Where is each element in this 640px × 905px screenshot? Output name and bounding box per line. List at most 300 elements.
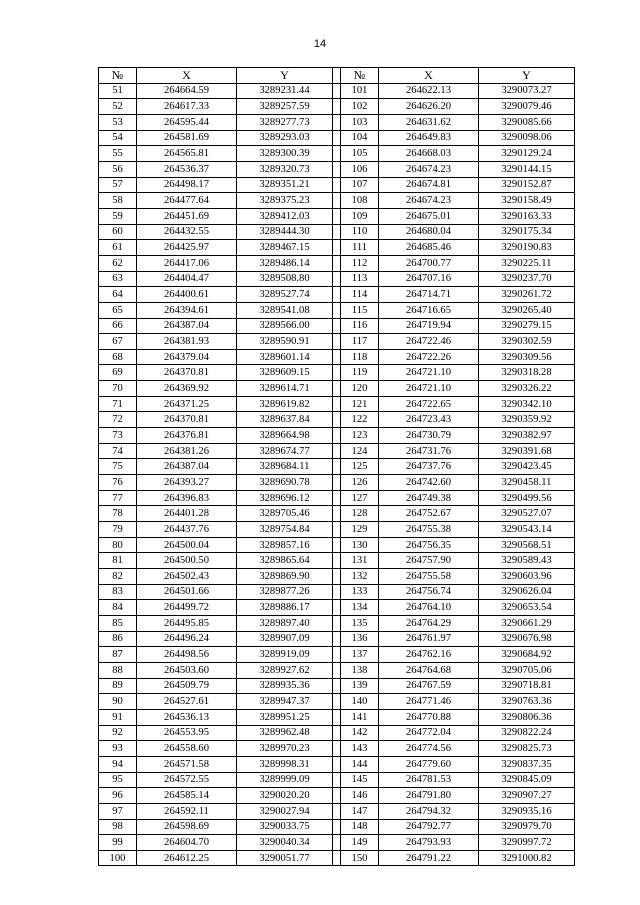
cell-num-left: 81 (99, 553, 137, 569)
table-row (99, 678, 575, 694)
column-gap (333, 694, 341, 710)
column-gap (333, 161, 341, 177)
cell-x-right: 264764.68 (379, 662, 479, 678)
cell-num-left: 57 (99, 177, 137, 193)
cell-y-right: 3290763.36 (479, 694, 575, 710)
cell-num-left: 99 (99, 835, 137, 851)
cell-num-right: 147 (341, 803, 379, 819)
cell-x-left: 264394.61 (137, 302, 237, 318)
cell-x-left: 264376.81 (137, 428, 237, 444)
cell-x-right: 264742.60 (379, 475, 479, 491)
cell-y-left: 3289300.39 (237, 146, 333, 162)
cell-num-right: 111 (341, 240, 379, 256)
table-row (99, 318, 575, 334)
cell-x-left: 264437.76 (137, 522, 237, 538)
cell-y-left: 3289664.98 (237, 428, 333, 444)
cell-y-left: 3289886.17 (237, 600, 333, 616)
column-gap (333, 334, 341, 350)
column-gap (333, 365, 341, 381)
table-row (99, 459, 575, 475)
cell-y-left: 3289637.84 (237, 412, 333, 428)
column-gap (333, 615, 341, 631)
cell-x-right: 264685.46 (379, 240, 479, 256)
cell-y-right: 3290837.35 (479, 756, 575, 772)
header-num-right: № (341, 68, 379, 84)
cell-num-left: 66 (99, 318, 137, 334)
cell-num-left: 51 (99, 83, 137, 99)
cell-x-left: 264404.47 (137, 271, 237, 287)
cell-num-left: 83 (99, 584, 137, 600)
column-gap (333, 428, 341, 444)
table-row (99, 569, 575, 585)
column-gap (333, 318, 341, 334)
cell-y-right: 3290997.72 (479, 835, 575, 851)
cell-x-right: 264756.74 (379, 584, 479, 600)
cell-y-left: 3289566.00 (237, 318, 333, 334)
cell-x-right: 264781.53 (379, 772, 479, 788)
cell-y-left: 3289754.84 (237, 522, 333, 538)
cell-num-right: 104 (341, 130, 379, 146)
cell-num-right: 121 (341, 396, 379, 412)
table-row (99, 349, 575, 365)
cell-y-left: 3289467.15 (237, 240, 333, 256)
table-row (99, 694, 575, 710)
cell-num-right: 108 (341, 193, 379, 209)
cell-num-left: 59 (99, 208, 137, 224)
cell-y-left: 3289444.30 (237, 224, 333, 240)
cell-num-left: 92 (99, 725, 137, 741)
cell-x-right: 264771.46 (379, 694, 479, 710)
cell-y-left: 3289897.40 (237, 615, 333, 631)
column-gap (333, 240, 341, 256)
cell-num-left: 98 (99, 819, 137, 835)
cell-x-left: 264396.83 (137, 490, 237, 506)
column-gap (333, 412, 341, 428)
cell-y-left: 3289609.15 (237, 365, 333, 381)
cell-y-left: 3289590.91 (237, 334, 333, 350)
table-body (99, 83, 575, 866)
cell-x-left: 264393.27 (137, 475, 237, 491)
cell-x-left: 264477.64 (137, 193, 237, 209)
table-row (99, 193, 575, 209)
cell-x-left: 264592.11 (137, 803, 237, 819)
table-row (99, 725, 575, 741)
cell-x-right: 264722.46 (379, 334, 479, 350)
cell-x-left: 264498.17 (137, 177, 237, 193)
cell-x-left: 264381.93 (137, 334, 237, 350)
cell-x-right: 264722.26 (379, 349, 479, 365)
table-row (99, 506, 575, 522)
cell-num-right: 127 (341, 490, 379, 506)
cell-num-right: 106 (341, 161, 379, 177)
cell-num-left: 60 (99, 224, 137, 240)
column-gap (333, 255, 341, 271)
header-x-left: X (137, 68, 237, 84)
cell-y-right: 3290499.56 (479, 490, 575, 506)
cell-y-left: 3289320.73 (237, 161, 333, 177)
cell-y-right: 3290718.81 (479, 678, 575, 694)
cell-y-left: 3289877.26 (237, 584, 333, 600)
table-row (99, 302, 575, 318)
cell-y-left: 3289541.08 (237, 302, 333, 318)
cell-num-left: 67 (99, 334, 137, 350)
cell-num-left: 93 (99, 741, 137, 757)
cell-x-right: 264668.03 (379, 146, 479, 162)
table-row (99, 835, 575, 851)
cell-y-right: 3290705.06 (479, 662, 575, 678)
cell-x-right: 264793.93 (379, 835, 479, 851)
cell-y-left: 3289962.48 (237, 725, 333, 741)
cell-y-right: 3290237.70 (479, 271, 575, 287)
cell-num-right: 146 (341, 788, 379, 804)
cell-x-left: 264558.60 (137, 741, 237, 757)
cell-num-right: 107 (341, 177, 379, 193)
cell-num-right: 136 (341, 631, 379, 647)
cell-num-left: 86 (99, 631, 137, 647)
cell-y-right: 3290845.09 (479, 772, 575, 788)
column-gap (333, 835, 341, 851)
cell-x-right: 264737.76 (379, 459, 479, 475)
cell-y-left: 3289277.73 (237, 114, 333, 130)
cell-num-right: 130 (341, 537, 379, 553)
table-row (99, 600, 575, 616)
cell-x-left: 264387.04 (137, 318, 237, 334)
cell-y-right: 3290085.66 (479, 114, 575, 130)
cell-num-left: 55 (99, 146, 137, 162)
cell-x-left: 264585.14 (137, 788, 237, 804)
cell-y-right: 3290265.40 (479, 302, 575, 318)
cell-num-left: 76 (99, 475, 137, 491)
cell-x-left: 264553.95 (137, 725, 237, 741)
cell-num-right: 138 (341, 662, 379, 678)
header-x-right: X (379, 68, 479, 84)
cell-num-left: 56 (99, 161, 137, 177)
column-gap (333, 177, 341, 193)
table-row (99, 803, 575, 819)
cell-y-left: 3289947.37 (237, 694, 333, 710)
cell-x-right: 264622.13 (379, 83, 479, 99)
cell-x-right: 264794.32 (379, 803, 479, 819)
cell-x-right: 264626.20 (379, 99, 479, 115)
cell-num-left: 73 (99, 428, 137, 444)
cell-y-right: 3290806.36 (479, 709, 575, 725)
cell-num-left: 84 (99, 600, 137, 616)
table-row (99, 381, 575, 397)
table-row (99, 522, 575, 538)
cell-x-right: 264680.04 (379, 224, 479, 240)
table-row (99, 553, 575, 569)
table-row (99, 631, 575, 647)
cell-x-left: 264536.37 (137, 161, 237, 177)
cell-y-right: 3290302.59 (479, 334, 575, 350)
cell-y-right: 3290822.24 (479, 725, 575, 741)
cell-num-left: 74 (99, 443, 137, 459)
column-gap (333, 678, 341, 694)
cell-x-left: 264565.81 (137, 146, 237, 162)
cell-num-right: 123 (341, 428, 379, 444)
cell-x-right: 264792.77 (379, 819, 479, 835)
table-row (99, 741, 575, 757)
cell-x-right: 264791.80 (379, 788, 479, 804)
cell-num-right: 125 (341, 459, 379, 475)
cell-x-left: 264598.69 (137, 819, 237, 835)
cell-y-left: 3289999.09 (237, 772, 333, 788)
cell-y-right: 3290326.22 (479, 381, 575, 397)
cell-x-right: 264721.10 (379, 365, 479, 381)
column-gap (333, 83, 341, 99)
cell-num-left: 91 (99, 709, 137, 725)
table-row (99, 114, 575, 130)
cell-x-left: 264417.06 (137, 255, 237, 271)
cell-x-left: 264604.70 (137, 835, 237, 851)
column-gap (333, 584, 341, 600)
cell-x-right: 264757.90 (379, 553, 479, 569)
cell-num-right: 122 (341, 412, 379, 428)
table-row (99, 287, 575, 303)
table-row (99, 146, 575, 162)
cell-x-left: 264617.33 (137, 99, 237, 115)
cell-x-right: 264674.23 (379, 193, 479, 209)
table-row (99, 819, 575, 835)
cell-num-left: 69 (99, 365, 137, 381)
cell-x-right: 264716.65 (379, 302, 479, 318)
column-gap (333, 193, 341, 209)
cell-y-left: 3289857.16 (237, 537, 333, 553)
cell-x-right: 264764.10 (379, 600, 479, 616)
column-gap (333, 271, 341, 287)
column-gap (333, 381, 341, 397)
cell-x-right: 264674.81 (379, 177, 479, 193)
cell-num-right: 113 (341, 271, 379, 287)
table-row (99, 647, 575, 663)
table-header-row (99, 68, 575, 84)
cell-y-right: 3290568.51 (479, 537, 575, 553)
cell-y-right: 3290907.27 (479, 788, 575, 804)
cell-y-left: 3290040.34 (237, 835, 333, 851)
column-gap (333, 146, 341, 162)
cell-x-right: 264674.23 (379, 161, 479, 177)
cell-x-right: 264770.88 (379, 709, 479, 725)
cell-y-left: 3289935.36 (237, 678, 333, 694)
cell-y-right: 3290098.06 (479, 130, 575, 146)
cell-y-left: 3289614.71 (237, 381, 333, 397)
cell-y-right: 3290676.98 (479, 631, 575, 647)
column-gap (333, 709, 341, 725)
column-gap (333, 553, 341, 569)
column-gap (333, 99, 341, 115)
cell-x-left: 264369.92 (137, 381, 237, 397)
cell-x-right: 264749.38 (379, 490, 479, 506)
cell-y-left: 3289684.11 (237, 459, 333, 475)
cell-x-left: 264371.25 (137, 396, 237, 412)
cell-num-left: 58 (99, 193, 137, 209)
cell-x-right: 264721.10 (379, 381, 479, 397)
cell-num-left: 64 (99, 287, 137, 303)
cell-num-right: 129 (341, 522, 379, 538)
table-row (99, 334, 575, 350)
column-gap (333, 569, 341, 585)
cell-x-right: 264779.60 (379, 756, 479, 772)
cell-num-left: 82 (99, 569, 137, 585)
column-gap (333, 506, 341, 522)
column-gap (333, 459, 341, 475)
cell-num-left: 72 (99, 412, 137, 428)
cell-num-left: 77 (99, 490, 137, 506)
cell-x-right: 264755.58 (379, 569, 479, 585)
cell-y-right: 3290825.73 (479, 741, 575, 757)
cell-num-right: 102 (341, 99, 379, 115)
cell-x-left: 264498.56 (137, 647, 237, 663)
cell-x-right: 264649.83 (379, 130, 479, 146)
cell-x-right: 264700.77 (379, 255, 479, 271)
cell-num-right: 137 (341, 647, 379, 663)
table-row (99, 788, 575, 804)
cell-num-right: 148 (341, 819, 379, 835)
cell-x-right: 264752.67 (379, 506, 479, 522)
cell-num-right: 116 (341, 318, 379, 334)
cell-y-left: 3290020.20 (237, 788, 333, 804)
cell-num-left: 89 (99, 678, 137, 694)
cell-num-left: 63 (99, 271, 137, 287)
cell-y-right: 3290626.04 (479, 584, 575, 600)
cell-x-right: 264731.76 (379, 443, 479, 459)
table-row (99, 443, 575, 459)
table-row (99, 208, 575, 224)
cell-y-right: 3290382.97 (479, 428, 575, 444)
cell-num-right: 149 (341, 835, 379, 851)
table-row (99, 475, 575, 491)
table-row (99, 662, 575, 678)
cell-num-right: 131 (341, 553, 379, 569)
cell-x-right: 264755.38 (379, 522, 479, 538)
header-num-left: № (99, 68, 137, 84)
cell-x-right: 264791.22 (379, 850, 479, 866)
table-row (99, 240, 575, 256)
column-gap (333, 490, 341, 506)
cell-y-right: 3290144.15 (479, 161, 575, 177)
cell-num-left: 62 (99, 255, 137, 271)
cell-y-right: 3290935.16 (479, 803, 575, 819)
table-row (99, 412, 575, 428)
cell-num-right: 143 (341, 741, 379, 757)
header-y-left: Y (237, 68, 333, 84)
column-gap (333, 725, 341, 741)
table-row (99, 537, 575, 553)
column-gap (333, 803, 341, 819)
cell-num-left: 100 (99, 850, 137, 866)
cell-x-right: 264756.35 (379, 537, 479, 553)
cell-num-right: 126 (341, 475, 379, 491)
cell-y-right: 3290342.10 (479, 396, 575, 412)
cell-y-left: 3289486.14 (237, 255, 333, 271)
cell-num-left: 80 (99, 537, 137, 553)
table-row (99, 709, 575, 725)
cell-x-left: 264401.28 (137, 506, 237, 522)
cell-y-left: 3289696.12 (237, 490, 333, 506)
cell-num-right: 101 (341, 83, 379, 99)
cell-y-left: 3289927.62 (237, 662, 333, 678)
column-gap (333, 850, 341, 866)
cell-x-right: 264774.56 (379, 741, 479, 757)
cell-x-right: 264772.04 (379, 725, 479, 741)
cell-x-left: 264612.25 (137, 850, 237, 866)
table-row (99, 99, 575, 115)
cell-y-right: 3290661.29 (479, 615, 575, 631)
cell-num-right: 133 (341, 584, 379, 600)
cell-num-left: 61 (99, 240, 137, 256)
table-row (99, 615, 575, 631)
cell-y-right: 3290261.72 (479, 287, 575, 303)
cell-y-left: 3289674.77 (237, 443, 333, 459)
cell-y-right: 3290543.14 (479, 522, 575, 538)
cell-y-right: 3290359.92 (479, 412, 575, 428)
column-gap (333, 396, 341, 412)
cell-y-right: 3290309.56 (479, 349, 575, 365)
cell-num-left: 54 (99, 130, 137, 146)
coordinates-table (98, 67, 575, 866)
cell-y-left: 3289351.21 (237, 177, 333, 193)
cell-num-right: 105 (341, 146, 379, 162)
cell-y-left: 3289998.31 (237, 756, 333, 772)
cell-x-left: 264500.50 (137, 553, 237, 569)
cell-y-left: 3289869.90 (237, 569, 333, 585)
cell-x-left: 264370.81 (137, 365, 237, 381)
cell-y-left: 3289601.14 (237, 349, 333, 365)
column-gap (333, 302, 341, 318)
cell-x-left: 264571.58 (137, 756, 237, 772)
column-gap (333, 756, 341, 772)
column-gap (333, 772, 341, 788)
table-row (99, 161, 575, 177)
column-gap (333, 819, 341, 835)
column-gap (333, 788, 341, 804)
cell-num-left: 94 (99, 756, 137, 772)
cell-num-left: 97 (99, 803, 137, 819)
cell-y-left: 3290033.75 (237, 819, 333, 835)
column-gap (333, 443, 341, 459)
cell-y-left: 3290051.77 (237, 850, 333, 866)
cell-x-right: 264722.65 (379, 396, 479, 412)
cell-x-left: 264387.04 (137, 459, 237, 475)
cell-num-right: 112 (341, 255, 379, 271)
cell-y-left: 3289690.78 (237, 475, 333, 491)
column-gap (333, 600, 341, 616)
table-row (99, 83, 575, 99)
table-row (99, 224, 575, 240)
cell-num-left: 78 (99, 506, 137, 522)
cell-y-left: 3289907.09 (237, 631, 333, 647)
cell-x-left: 264495.85 (137, 615, 237, 631)
cell-y-left: 3289527.74 (237, 287, 333, 303)
page-number: 14 (313, 38, 327, 50)
cell-y-right: 3290152.87 (479, 177, 575, 193)
cell-num-left: 53 (99, 114, 137, 130)
cell-y-left: 3289919.09 (237, 647, 333, 663)
cell-y-right: 3290603.96 (479, 569, 575, 585)
cell-y-left: 3289231.44 (237, 83, 333, 99)
column-gap (333, 208, 341, 224)
column-gap (333, 349, 341, 365)
table-row (99, 271, 575, 287)
cell-x-left: 264496.24 (137, 631, 237, 647)
cell-x-left: 264509.79 (137, 678, 237, 694)
column-gap (333, 475, 341, 491)
cell-num-right: 135 (341, 615, 379, 631)
cell-num-left: 90 (99, 694, 137, 710)
cell-num-left: 68 (99, 349, 137, 365)
cell-x-left: 264595.44 (137, 114, 237, 130)
cell-num-right: 117 (341, 334, 379, 350)
